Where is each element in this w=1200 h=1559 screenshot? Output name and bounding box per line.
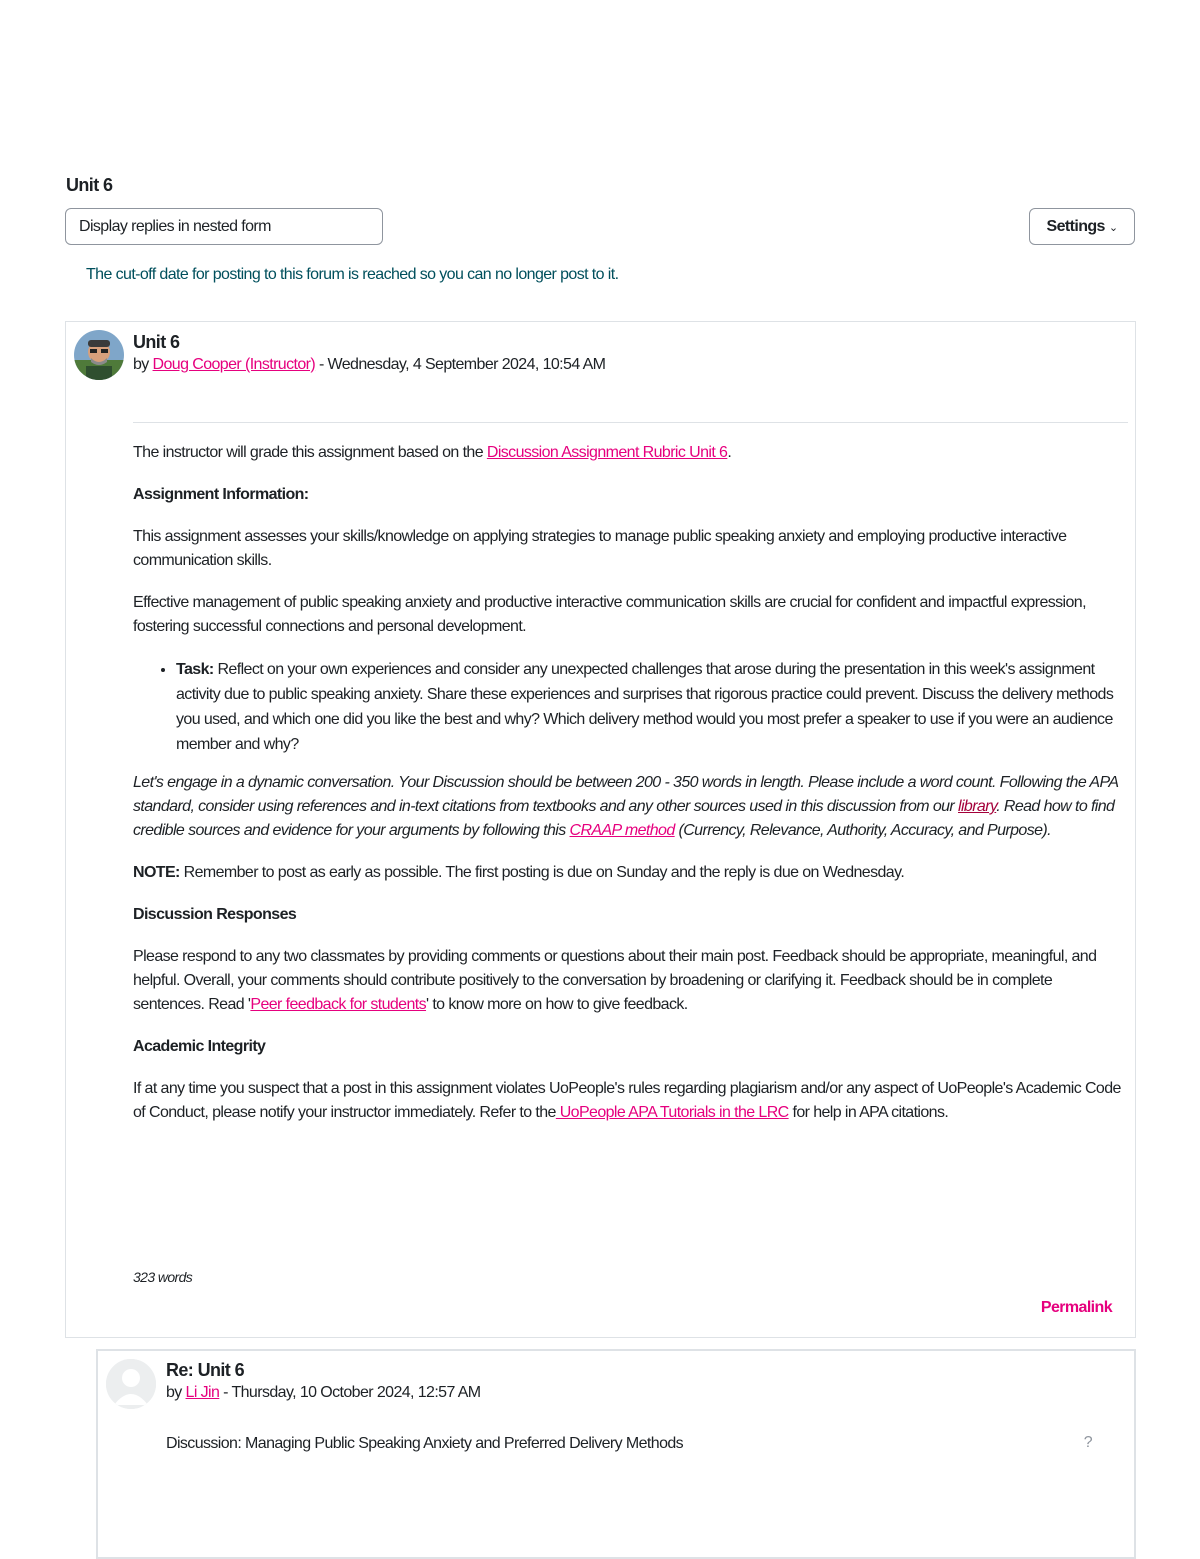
reply-post — [96, 1349, 1136, 1559]
craap-link[interactable]: CRAAP method — [569, 822, 675, 839]
responses-heading-label: Discussion Responses — [133, 906, 297, 923]
word-count: 323 words — [133, 1269, 193, 1285]
integrity-paragraph — [133, 1077, 1123, 1125]
reply-byline — [166, 1384, 481, 1402]
grading-suffix: . — [727, 444, 732, 461]
engagement-text-3: (Currency, Relevance, Authority, Accuracy, and Purpose). — [674, 822, 1051, 839]
importance-paragraph: Effective management of public speaking anxiety and productive interactive communication skills are crucial for confident and impactful expression, fostering successful connections and personal development. — [133, 594, 1086, 635]
integrity-heading-label: Academic Integrity — [133, 1038, 266, 1055]
peer-feedback-link[interactable]: Peer feedback for students — [250, 996, 427, 1013]
byline-prefix: by — [133, 356, 153, 373]
grading-text: The instructor will grade this assignment based on the — [133, 444, 487, 461]
reply-date: - Thursday, 10 October 2024, 12:57 AM — [219, 1384, 481, 1401]
note-text: Remember to post as early as possible. The first posting is due on Sunday and the reply is due on Wednesday. — [179, 864, 905, 881]
avatar[interactable] — [74, 330, 124, 380]
post-divider — [133, 422, 1128, 423]
post-title: Unit 6 — [133, 332, 180, 352]
assignment-info-heading — [133, 483, 1123, 507]
forum-title: Unit 6 — [66, 175, 113, 195]
discussion-post — [65, 321, 1136, 1338]
settings-label: Settings — [1046, 218, 1105, 235]
task-text: Reflect on your own experiences and consider any unexpected challenges that arose during the presentation in this week's assignment activity due to public speaking anxiety. Share these experiences and surprises that rigorous practice could prevent. Discuss the delivery methods you used, and which one did you like the best and why? Which delivery method would you most prefer a speaker to use if you were an audience member and why? — [176, 661, 1114, 753]
assignment-info-label: Assignment Information: — [133, 486, 309, 503]
help-icon[interactable]: ? — [1083, 1434, 1092, 1451]
responses-paragraph — [133, 945, 1123, 1017]
grading-paragraph — [133, 441, 1123, 465]
library-link[interactable]: library — [958, 798, 997, 815]
permalink-link[interactable]: Permalink — [1040, 1299, 1112, 1316]
byline-prefix: by — [166, 1384, 186, 1401]
reply-title: Re: Unit 6 — [166, 1360, 245, 1380]
task-list — [133, 657, 1123, 757]
note-paragraph — [133, 861, 1123, 885]
skills-paragraph: This assignment assesses your skills/knowledge on applying strategies to manage public speaking anxiety and employing productive interactive communication skills. — [133, 528, 1067, 569]
task-item — [176, 657, 1123, 757]
post-content — [133, 441, 1123, 1143]
author-link[interactable]: Li Jin — [185, 1384, 220, 1401]
integrity-text-1: If at any time you suspect that a post in this assignment violates UoPeople's rules regarding plagiarism and/or any aspect of UoPeople's Academic Code of Conduct, please notify your instructor immediately. Refer to the — [133, 1080, 1121, 1121]
engagement-paragraph — [133, 771, 1123, 843]
display-mode-select[interactable]: Display replies in nested form — [65, 208, 383, 245]
rubric-link[interactable]: Discussion Assignment Rubric Unit 6 — [486, 444, 728, 461]
responses-text-1: Please respond to any two classmates by providing comments or questions about their main post. Feedback should be appropriate, meaningful, and helpful. Overall, your comments should contribute positively to the conversation by broadening or clarifying it. Feedback should be in complete sentences. Read ' — [133, 948, 1097, 1013]
engagement-text-2: . Read how to find credible sources and evidence for your arguments by following this — [133, 798, 1115, 839]
reply-body: Discussion: Managing Public Speaking Anxiety and Preferred Delivery Methods — [166, 1435, 684, 1452]
chevron-down-icon: ⌄ — [1108, 222, 1118, 234]
note-label: NOTE: — [133, 864, 180, 881]
post-byline — [133, 356, 605, 374]
apa-tutorials-link[interactable]: UoPeople APA Tutorials in the LRC — [555, 1104, 789, 1121]
integrity-heading — [133, 1035, 1123, 1059]
engagement-text-1: Let's engage in a dynamic conversation. Your Discussion should be between 200 - 350 words in length. Please include a word count. Following the APA standard, consider using references and in-text citations from textbooks and any other sources used in this discussion from our — [133, 774, 1118, 815]
responses-text-2: ' to know more on how to give feedback. — [426, 996, 688, 1013]
cutoff-notice: The cut-off date for posting to this forum is reached so you can no longer post to it. — [86, 266, 619, 283]
post-date: - Wednesday, 4 September 2024, 10:54 AM — [315, 356, 606, 373]
avatar[interactable] — [106, 1359, 156, 1409]
settings-button[interactable] — [1029, 208, 1135, 245]
integrity-text-2: for help in APA citations. — [788, 1104, 949, 1121]
responses-heading — [133, 903, 1123, 927]
author-link[interactable]: Doug Cooper (Instructor) — [152, 356, 316, 373]
task-label: Task: — [176, 661, 214, 678]
